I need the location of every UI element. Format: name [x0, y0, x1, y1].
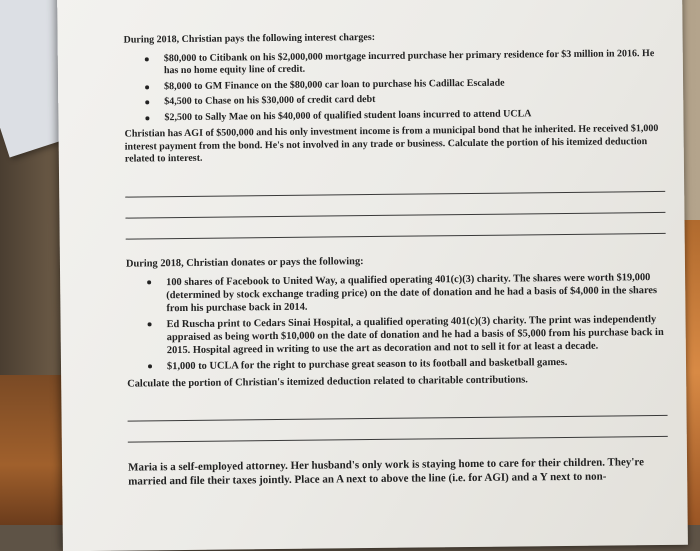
interest-bullet-text: $8,000 to GM Finance on the $80,000 car loan to purchase his Cadillac Escalade [164, 77, 505, 92]
interest-bullet-item [124, 47, 664, 78]
charity-bullet-item [127, 354, 667, 373]
maria-section [128, 454, 668, 488]
bullet-icon [147, 280, 151, 284]
bullet-icon [145, 100, 149, 104]
interest-bullet-text: $4,500 to Chase on his $30,000 of credit card debt [164, 93, 376, 108]
bullet-icon [145, 85, 149, 89]
charity-bullet-list [126, 270, 667, 373]
interest-section [124, 29, 666, 239]
charity-bullet-item [127, 312, 667, 357]
charity-bullet-item [126, 270, 666, 315]
interest-bullet-item [124, 106, 664, 124]
bullet-icon [145, 57, 149, 61]
bullet-icon [145, 116, 149, 120]
charity-bullet-text: $1,000 to UCLA for the right to purchase great season to its football and basketball games. [166, 356, 568, 372]
interest-bullet-text: $80,000 to Citibank on his $2,000,000 mortgage incurred purchase her primary residence for $3 million in 2016. He has no home equity line of credit. [163, 47, 655, 77]
charity-bullet-text: 100 shares of Facebook to United Way, a qualified operating 401(c)(3) charity. The shares were worth $19,000 (determined by stock exchange trading price) on the date of donation and he had a basis of $4,000 in the shares from his purchase back in 2014. [166, 271, 658, 314]
answer-line [125, 212, 665, 239]
charity-answer-area[interactable] [127, 394, 667, 442]
interest-answer-area[interactable] [125, 170, 666, 239]
answer-line [128, 415, 668, 442]
interest-bullet-list [124, 47, 665, 124]
interest-bullet-text: $2,500 to Sally Mae on his $40,000 of qualified student loans incurred to attend UCLA [164, 107, 532, 123]
bullet-icon [148, 364, 152, 368]
charity-question: Calculate the portion of Christian's itemized deduction related to charitable contributions. [127, 373, 528, 390]
worksheet-page [57, 0, 688, 551]
interest-intro: During 2018, Christian pays the following interest charges: [123, 31, 376, 46]
interest-question: Christian has AGI of $500,000 and his only investment income is from a municipal bond that he inherited. He received $1,000 interest payment from the bond. He's not involved in any trade or business. Calculate the portion of his itemized deduction related to interest. [124, 122, 659, 165]
bullet-icon [148, 322, 152, 326]
maria-text: Maria is a self-employed attorney. Her husband's only work is staying home to care for their children. They're married and file their taxes jointly. Place an A next to above the line (i.e. for AGI) and a Y next to non- [128, 455, 644, 488]
worksheet-content [124, 29, 669, 498]
charity-intro: During 2018, Christian donates or pays the following: [125, 255, 364, 270]
charity-bullet-text: Ed Ruscha print to Cedars Sinai Hospital, a qualified operating 401(c)(3) charity. The print was independently appraised as being worth $10,000 on the date of donation and he had a basis of $5,000 from his purchase back in 2015. Hospital agreed in writing to use the art as decoration and not to sell it for at least a decade. [166, 313, 664, 356]
charity-section [126, 251, 668, 442]
